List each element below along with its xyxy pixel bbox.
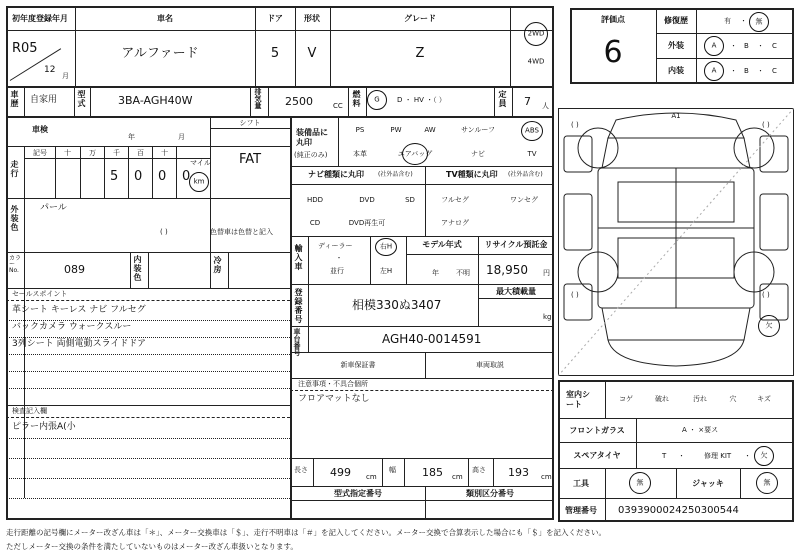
equip-tv: TV	[527, 150, 537, 158]
equip-navi: ナビ	[471, 150, 485, 158]
repair-yes: 有	[724, 17, 731, 25]
reg-month-unit: 月	[62, 72, 69, 80]
equip-airbag: エアバッグ	[397, 150, 433, 158]
equipment-sub: (純正のみ)	[294, 151, 328, 159]
spare-sep-2: ・	[744, 452, 751, 460]
right-hand: 右H	[379, 242, 393, 251]
recycle-label: リサイクル預託金	[484, 240, 548, 249]
navi-dvd-play: DVD再生可	[348, 219, 386, 227]
sheet-scratch: キズ	[757, 395, 771, 403]
tv-fullseg: フルセグ	[441, 196, 469, 204]
diagram-defect: 欠	[765, 321, 773, 330]
grade-value: Z	[415, 46, 425, 61]
width-label: 幅	[389, 466, 396, 474]
inspection-label: 車検	[32, 125, 48, 134]
width-value: 185	[422, 466, 443, 479]
fuel-selected: G	[374, 95, 380, 104]
spare-t: T	[662, 452, 667, 460]
tv-label: TV種類に丸印	[446, 170, 498, 179]
cc-unit: CC	[333, 102, 343, 110]
displacement-value: 2500	[285, 95, 313, 108]
fuel-label: 燃料	[352, 90, 361, 108]
shift-label: シフト	[239, 119, 261, 127]
diagram-mark-tl: ( )	[571, 121, 579, 129]
model-year-label: モデル年式	[422, 240, 462, 249]
main-form-frame	[6, 6, 554, 520]
windshield-value: A ・ ×要ス	[682, 426, 719, 434]
tv-analog: アナログ	[441, 219, 469, 227]
sales-point-line-1: 革シート キーレス ナビ フルセグ	[12, 305, 146, 315]
equip-abs: ABS	[525, 126, 539, 135]
max-load-kg: kg	[543, 313, 552, 321]
mileage-digit-label-1: 十	[64, 149, 71, 157]
color-label: 外装色	[10, 205, 19, 232]
interior-a: A	[711, 66, 717, 75]
mileage-digit-3: 0	[158, 169, 167, 184]
mileage-km: km	[193, 177, 205, 186]
grade-label: グレード	[404, 14, 436, 23]
mileage-code-label: 記号	[33, 149, 47, 157]
interior-sep-2: ・	[757, 67, 764, 75]
footer-note-1: 走行距離の記号欄にメーター改ざん車は「＊」、メーター交換車は「＄」、走行不明車は「＃」を記入してください。メーター交換で合算表示した場合にも「＄」を記入ください。	[6, 528, 606, 537]
interior-color-label: 内装色	[133, 255, 142, 282]
recycle-value: 18,950	[486, 263, 528, 277]
mileage-digit-label-4: 百	[137, 149, 144, 157]
width-unit: cm	[452, 473, 463, 481]
mileage-label: 走行	[10, 160, 19, 178]
mileage-digit-2: 0	[134, 169, 143, 184]
fuel-options: D ・ HV ・（ ）	[397, 96, 446, 104]
height-value: 193	[508, 466, 529, 479]
exterior-b: B	[744, 42, 749, 50]
chassis-value: AGH40-0014591	[382, 332, 482, 346]
control-number-label: 管理番号	[565, 506, 597, 515]
car-name: アルファード	[121, 46, 199, 61]
interior-sheet-label: 室内シート	[566, 390, 590, 410]
navi-label: ナビ種類に丸印	[308, 170, 364, 179]
capacity-label: 定員	[498, 90, 507, 108]
sales-point-label: セールスポイント	[12, 290, 68, 298]
notes-label: 注意事項・不具合個所	[298, 380, 368, 388]
interior-sep: ・	[730, 67, 737, 75]
spare-tire-label: スペアタイヤ	[573, 451, 621, 460]
diagram-mark-br: ( )	[762, 291, 770, 299]
sales-point-line-3: 3列シート 両側電動スライドドア	[12, 339, 147, 349]
color-note: 色替車は色替と記入	[210, 228, 273, 236]
interior-b: B	[744, 67, 749, 75]
sheet-burn: コゲ	[619, 395, 633, 403]
car-diagram	[558, 108, 794, 376]
inspection-year: 年	[128, 133, 135, 141]
score-value: 6	[603, 35, 623, 70]
left-hand: 左H	[379, 267, 393, 275]
mileage-mile: マイル	[190, 159, 211, 167]
door-label: ドア	[267, 14, 283, 23]
interior-c: C	[772, 67, 777, 75]
score-label: 評価点	[601, 15, 625, 24]
vehicle-manual: 車両取説	[476, 361, 504, 369]
usage-label: 車歴	[10, 90, 19, 108]
import-dot: ・	[335, 254, 343, 262]
height-label: 高さ	[472, 466, 486, 474]
capacity-unit: 人	[542, 102, 549, 110]
equip-pw: PW	[390, 126, 402, 134]
repair-sep: ・	[740, 17, 747, 25]
capacity-value: 7	[524, 95, 531, 108]
navi-sd: SD	[405, 196, 415, 204]
import-parallel: 並行	[330, 267, 344, 275]
shift-value: FAT	[238, 152, 262, 167]
era-year: R05	[12, 41, 38, 56]
length-value: 499	[330, 466, 351, 479]
control-number-value: 0393900024250300544	[618, 505, 739, 516]
color-value: パール	[40, 203, 67, 213]
model-year-unknown: 不明	[456, 269, 470, 277]
repair-label: 修復歴	[664, 16, 688, 25]
shape-label: 形状	[304, 14, 320, 23]
equip-aw: AW	[424, 126, 436, 134]
sheet-hole: 穴	[729, 395, 737, 403]
drive-2wd: 2WD	[527, 29, 545, 38]
jack-label: ジャッキ	[692, 479, 724, 488]
reg-month: 12	[44, 65, 56, 75]
drive-4wd: 4WD	[527, 57, 545, 66]
mileage-digit-label-5: 十	[161, 149, 168, 157]
tools-value: 無	[636, 478, 644, 487]
import-label: 輸入車	[294, 244, 303, 271]
exterior-sep-2: ・	[757, 42, 764, 50]
mileage-digit-4: 0	[182, 169, 191, 184]
diagram-mark-bl: ( )	[571, 291, 579, 299]
exterior-a: A	[711, 41, 717, 50]
model-year-year: 年	[432, 269, 439, 277]
navi-dvd: DVD	[359, 196, 375, 204]
type-designation-label: 型式指定番号	[334, 489, 382, 498]
height-unit: cm	[541, 473, 552, 481]
recycle-yen: 円	[543, 269, 550, 277]
spare-kit: 修理 KIT	[704, 452, 732, 460]
mileage-digit-label-3: 千	[113, 149, 120, 157]
shape-value: V	[307, 46, 317, 61]
notes-value: フロアマットなし	[298, 394, 370, 404]
new-car-warranty: 新車保証書	[340, 361, 376, 369]
color-code-label: カラーNo.	[9, 255, 22, 274]
sales-point-line-2: バックカメラ ウォークスルー	[12, 322, 132, 332]
length-unit: cm	[366, 473, 377, 481]
equip-ps: PS	[355, 126, 365, 134]
equipment-label: 装備品に丸印	[296, 128, 328, 148]
inspection-month: 月	[178, 133, 185, 141]
displacement-label: 排気量	[254, 88, 262, 109]
spare-sep: ・	[678, 452, 685, 460]
equip-leather: 本革	[353, 150, 367, 158]
exterior-c: C	[772, 42, 777, 50]
model-label: 型式	[77, 90, 86, 108]
navi-hdd: HDD	[306, 196, 324, 204]
max-load-label: 最大積載量	[496, 287, 536, 296]
mileage-digit-1: 5	[110, 169, 119, 184]
plate-value: 相模330ぬ3407	[352, 298, 442, 312]
sheet-stain: 汚れ	[693, 395, 707, 403]
spare-missing: 欠	[760, 451, 768, 460]
usage-value: 自家用	[30, 95, 58, 105]
import-dealer: ディーラー	[318, 242, 353, 250]
exterior-label: 外装	[668, 41, 684, 50]
model-value: 3BA-AGH40W	[118, 94, 193, 107]
color-note-prefix: ( )	[160, 228, 168, 236]
inspector-value: ピラー内張A(小	[12, 422, 76, 432]
doors-value: 5	[270, 46, 280, 61]
footer-note-2: ただしメーター交換の条件を満たしていないものはメーター改ざん車扱いとなります。	[6, 542, 298, 551]
class-number-label: 類別区分番号	[466, 489, 514, 498]
tools-label: 工具	[573, 479, 589, 488]
repair-none: 無	[755, 17, 763, 26]
tv-sub: (社外品含む)	[508, 171, 543, 178]
diagram-mark-tr: ( )	[762, 121, 770, 129]
aircon-label: 冷房	[213, 256, 222, 274]
length-label: 長さ	[294, 466, 308, 474]
exterior-sep: ・	[730, 42, 737, 50]
car-name-label: 車名	[157, 14, 173, 23]
jack-value: 無	[763, 478, 771, 487]
tv-oneseg: ワンセグ	[510, 196, 538, 204]
color-code: 089	[64, 263, 85, 276]
inspector-label: 検査記入欄	[12, 407, 47, 415]
navi-sub: (社外品含む)	[378, 171, 413, 178]
plate-label: 登録番号	[294, 288, 303, 324]
equip-sunroof: サンルーフ	[460, 126, 496, 134]
navi-cd: CD	[309, 219, 321, 227]
chassis-label: 車台番号	[293, 328, 301, 356]
windshield-label: フロントガラス	[569, 426, 625, 435]
diagram-top-label: A1	[671, 112, 681, 120]
mileage-digit-label-2: 万	[89, 149, 96, 157]
sheet-tear: 破れ	[655, 395, 669, 403]
first-reg-label: 初年度登録年月	[12, 14, 68, 23]
interior-label: 内装	[668, 66, 684, 75]
